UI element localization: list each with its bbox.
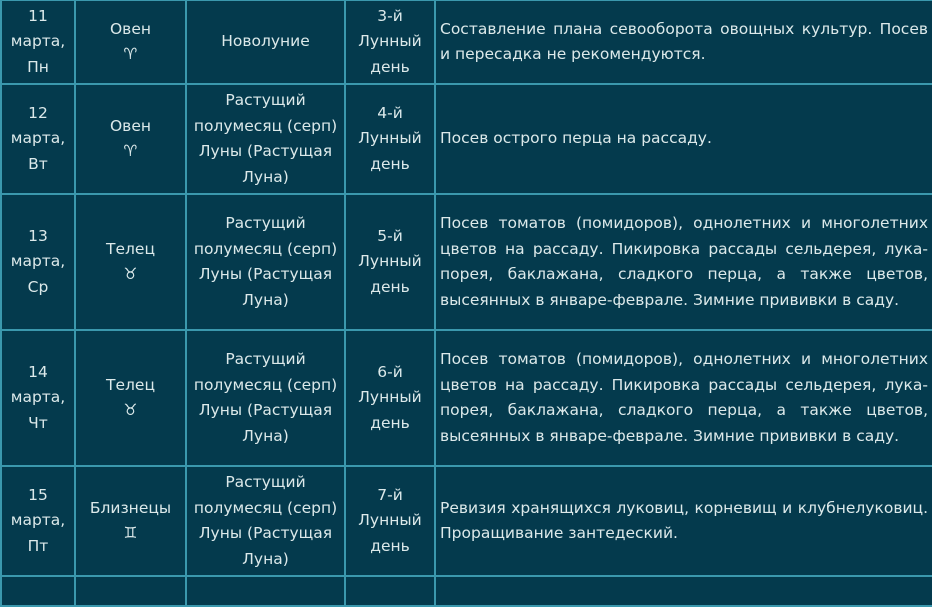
date-text: Пн	[27, 57, 49, 76]
zodiac-cell	[75, 194, 186, 330]
zodiac-sign: Близнецы	[89, 498, 172, 517]
table-row	[1, 84, 932, 194]
table-row	[1, 194, 932, 330]
desc-text: Ревизия хранящихся луковиц, корневищ и клубнелуковиц. Проращивание зантедеский.	[440, 498, 928, 542]
table-row	[1, 330, 932, 466]
day-text: Лунный	[358, 511, 422, 530]
phase-text: Растущий полумесяц (серп) Луны (Растущая Луна)	[193, 473, 338, 568]
table-row	[1, 576, 932, 606]
date-text: Пт	[27, 536, 49, 555]
date-cell	[1, 194, 75, 330]
day-text: день	[370, 57, 410, 76]
recommendation-cell	[435, 84, 932, 194]
desc-text: Посев томатов (помидоров), однолетних и многолетних цветов на рассаду. Пикировка рассады сельдерея, лука-порея, баклажана, сладкого перца, а также цветов, высеянных в январе-феврале. Зимние прививки в саду.	[440, 214, 928, 309]
day-text: Лунный	[358, 252, 422, 271]
zodiac-cell	[75, 330, 186, 466]
date-text: 15	[28, 485, 48, 504]
empty-cell	[75, 576, 186, 606]
date-text: Чт	[28, 413, 48, 432]
date-text: Ср	[27, 277, 49, 296]
date-text: Вт	[28, 154, 48, 173]
phase-text: Новолуние	[221, 32, 310, 51]
desc-text: Посев томатов (помидоров), однолетних и многолетних цветов на рассаду. Пикировка рассады сельдерея, лука-порея, баклажана, сладкого перца, а также цветов, высеянных в январе-феврале. Зимние прививки в саду.	[440, 350, 928, 445]
moon-phase-cell	[186, 84, 345, 194]
phase-text: Растущий полумесяц (серп) Луны (Растущая Луна)	[193, 350, 338, 445]
moon-phase-cell	[186, 466, 345, 576]
desc-text: Составление плана севооборота овощных культур. Посев и пересадка не рекомендуются.	[440, 19, 928, 63]
date-cell	[1, 330, 75, 466]
zodiac-cell	[75, 84, 186, 194]
day-text: 3-й	[377, 6, 403, 25]
recommendation-cell	[435, 194, 932, 330]
day-text: Лунный	[358, 129, 422, 148]
zodiac-cell	[75, 466, 186, 576]
zodiac-cell	[75, 0, 186, 84]
zodiac-symbol-icon: ♊	[123, 524, 138, 542]
lunar-day-cell	[345, 0, 435, 84]
date-text: марта,	[10, 511, 66, 530]
lunar-day-cell	[345, 466, 435, 576]
desc-text: Посев острого перца на рассаду.	[440, 129, 712, 148]
date-cell	[1, 84, 75, 194]
recommendation-cell	[435, 466, 932, 576]
moon-phase-cell	[186, 0, 345, 84]
zodiac-symbol-icon: ♉	[123, 401, 138, 419]
date-cell	[1, 0, 75, 84]
date-text: марта,	[10, 32, 66, 51]
table-row	[1, 0, 932, 84]
day-text: 4-й	[377, 103, 403, 122]
table-row	[1, 466, 932, 576]
phase-text: Растущий полумесяц (серп) Луны (Растущая Луна)	[193, 91, 338, 186]
moon-phase-cell	[186, 330, 345, 466]
moon-phase-cell	[186, 194, 345, 330]
day-text: день	[370, 536, 410, 555]
zodiac-symbol-icon: ♈	[123, 45, 138, 63]
date-cell	[1, 466, 75, 576]
zodiac-sign: Овен	[109, 19, 151, 38]
date-text: 13	[28, 226, 48, 245]
date-text: марта,	[10, 388, 66, 407]
empty-cell	[345, 576, 435, 606]
phase-text: Растущий полумесяц (серп) Луны (Растущая Луна)	[193, 214, 338, 309]
lunar-day-cell	[345, 194, 435, 330]
zodiac-sign: Телец	[106, 239, 155, 258]
recommendation-cell	[435, 330, 932, 466]
day-text: Лунный	[358, 32, 422, 51]
empty-cell	[1, 576, 75, 606]
date-text: 11	[28, 6, 48, 25]
day-text: день	[370, 413, 410, 432]
zodiac-symbol-icon: ♈	[123, 142, 138, 160]
date-text: 12	[28, 103, 48, 122]
empty-cell	[186, 576, 345, 606]
day-text: день	[370, 154, 410, 173]
date-text: марта,	[10, 252, 66, 271]
zodiac-sign: Телец	[106, 375, 155, 394]
lunar-day-cell	[345, 84, 435, 194]
date-text: марта,	[10, 129, 66, 148]
day-text: день	[370, 277, 410, 296]
day-text: 7-й	[377, 485, 403, 504]
recommendation-cell	[435, 0, 932, 84]
day-text: 6-й	[377, 362, 403, 381]
zodiac-symbol-icon: ♉	[123, 265, 138, 283]
lunar-day-cell	[345, 330, 435, 466]
date-text: 14	[28, 362, 48, 381]
day-text: 5-й	[377, 226, 403, 245]
day-text: Лунный	[358, 388, 422, 407]
empty-cell	[435, 576, 932, 606]
zodiac-sign: Овен	[109, 116, 151, 135]
